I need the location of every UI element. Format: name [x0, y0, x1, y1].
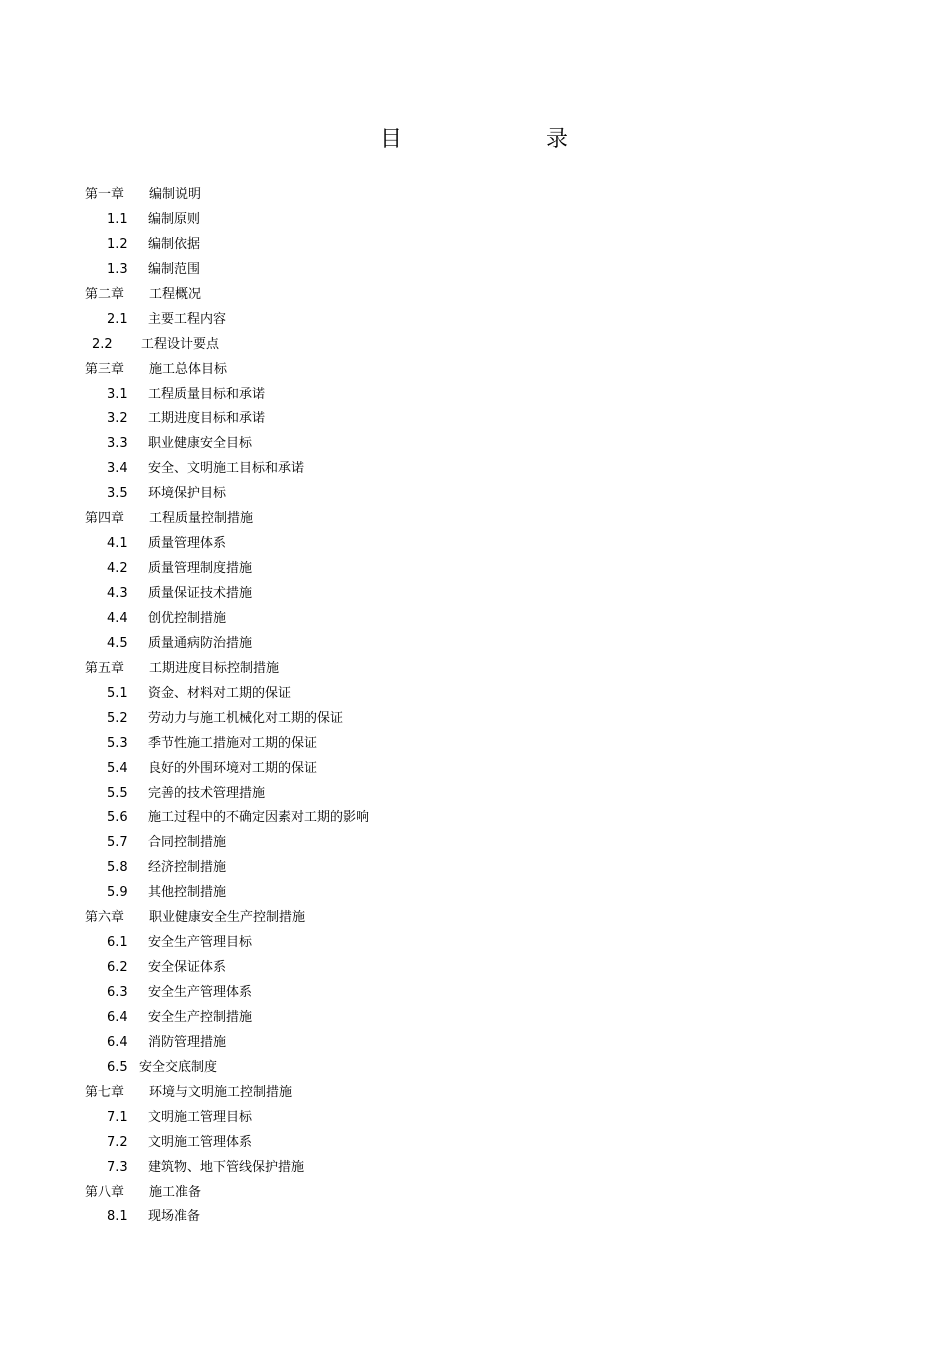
toc-entry-label: 合同控制措施	[148, 835, 227, 851]
toc-entry-number: 5.5	[107, 785, 128, 801]
toc-entry-number: 2.2	[92, 336, 113, 352]
toc-section-row	[0, 557, 950, 582]
toc-entry-label: 消防管理措施	[148, 1034, 227, 1050]
toc-entry-label: 工程概况	[149, 286, 202, 302]
toc-entry-label: 环境与文明施工控制措施	[149, 1084, 293, 1100]
toc-entry-number: 4.1	[107, 536, 128, 552]
toc-chapter-row	[0, 183, 950, 208]
toc-entry-label: 职业健康安全目标	[148, 436, 253, 452]
toc-entry-label: 安全生产控制措施	[148, 1009, 253, 1025]
toc-entry-number: 5.7	[107, 835, 128, 851]
toc-section-row	[0, 707, 950, 732]
page-title	[0, 124, 950, 156]
toc-section-row	[0, 582, 950, 607]
toc-section-row	[0, 333, 950, 358]
toc-entry-number: 5.2	[107, 710, 128, 726]
toc-entry-label: 文明施工管理目标	[148, 1109, 253, 1125]
toc-entry-number: 第四章	[85, 511, 125, 527]
toc-entry-label: 文明施工管理体系	[148, 1134, 253, 1150]
toc-entry-label: 其他控制措施	[148, 885, 227, 901]
toc-section-row	[0, 407, 950, 432]
title-char-2: 录	[546, 127, 569, 152]
toc-section-row	[0, 233, 950, 258]
toc-entry-number: 2.1	[107, 311, 128, 327]
toc-section-row	[0, 383, 950, 408]
toc-entry-number: 3.5	[107, 486, 128, 502]
toc-entry-number: 4.3	[107, 586, 128, 601]
toc-section-row	[0, 1006, 950, 1031]
toc-entry-number: 7.2	[107, 1134, 128, 1150]
toc-entry-number: 6.2	[107, 960, 128, 976]
toc-entry-number: 5.9	[107, 885, 128, 901]
toc-entry-number: 3.3	[107, 436, 128, 452]
toc-entry-label: 现场准备	[148, 1209, 201, 1225]
toc-entry-number: 1.3	[107, 261, 128, 277]
toc-entry-label: 工程质量控制措施	[149, 511, 254, 527]
toc-entry-label: 主要工程内容	[148, 311, 227, 327]
toc-section-row	[0, 1106, 950, 1131]
toc-section-row	[0, 881, 950, 906]
toc-chapter-row	[0, 657, 950, 682]
toc-section-row	[0, 682, 950, 707]
toc-entry-label: 良好的外围环境对工期的保证	[148, 760, 318, 776]
toc-section-row	[0, 757, 950, 782]
toc-entry-number: 7.3	[107, 1159, 128, 1175]
toc-entry-label: 质量通病防治措施	[148, 635, 253, 651]
toc-entry-label: 施工过程中的不确定因素对工期的影响	[148, 810, 370, 826]
toc-entry-label: 创优控制措施	[148, 610, 227, 626]
toc-entry-label: 安全生产管理体系	[148, 985, 253, 1000]
toc-entry-label: 编制说明	[149, 187, 202, 202]
toc-chapter-row	[0, 358, 950, 383]
toc-entry-label: 劳动力与施工机械化对工期的保证	[148, 710, 344, 726]
toc-section-row	[0, 1205, 950, 1230]
toc-entry-number: 3.1	[107, 386, 128, 402]
toc-entry-number: 1.2	[107, 236, 128, 252]
toc-entry-label: 施工准备	[149, 1184, 202, 1200]
toc-section-row	[0, 1131, 950, 1156]
toc-section-row	[0, 607, 950, 632]
toc-section-row	[0, 931, 950, 956]
toc-entry-label: 环境保护目标	[148, 486, 227, 502]
toc-entry-label: 季节性施工措施对工期的保证	[148, 735, 318, 751]
toc-entry-label: 经济控制措施	[148, 860, 227, 876]
toc-entry-number: 5.8	[107, 860, 128, 876]
toc-section-row	[0, 632, 950, 657]
toc-entry-number: 6.1	[107, 935, 128, 951]
toc-entry-label: 工期进度目标控制措施	[149, 660, 280, 676]
toc-entry-label: 安全保证体系	[148, 960, 227, 976]
toc-chapter-row	[0, 507, 950, 532]
toc-entry-label: 安全交底制度	[139, 1059, 218, 1075]
toc-entry-number: 3.4	[107, 461, 128, 477]
toc-section-row	[0, 856, 950, 881]
title-char-1: 目	[380, 127, 403, 152]
toc-chapter-row	[0, 1081, 950, 1106]
toc-entry-label: 质量保证技术措施	[148, 586, 253, 601]
toc-entry-number: 6.4	[107, 1034, 128, 1050]
toc-entry-number: 4.4	[107, 610, 128, 626]
toc-entry-label: 安全、文明施工目标和承诺	[148, 461, 305, 477]
toc-entry-label: 完善的技术管理措施	[148, 785, 266, 801]
toc-entry-number: 第五章	[85, 660, 125, 676]
toc-entry-number: 5.6	[107, 810, 128, 826]
toc-section-row	[0, 806, 950, 831]
toc-entry-label: 工程质量目标和承诺	[148, 386, 266, 402]
toc-section-row	[0, 981, 950, 1006]
toc-section-row	[0, 732, 950, 757]
toc-section-row	[0, 532, 950, 557]
toc-entry-number: 第二章	[85, 286, 125, 302]
toc-entry-number: 8.1	[107, 1209, 128, 1225]
toc-entry-label: 施工总体目标	[149, 361, 228, 377]
toc-entry-number: 6.3	[107, 985, 128, 1000]
toc-entry-label: 工程设计要点	[141, 336, 220, 352]
toc-section-row	[0, 258, 950, 283]
toc-entry-number: 6.4	[107, 1009, 128, 1025]
toc-section-row	[0, 782, 950, 807]
toc-entry-number: 7.1	[107, 1109, 128, 1125]
toc-entry-number: 5.4	[107, 760, 128, 776]
toc-entry-label: 质量管理体系	[148, 536, 227, 552]
toc-chapter-row	[0, 283, 950, 308]
toc-entry-number: 4.2	[107, 561, 128, 577]
toc-entry-number: 第八章	[85, 1184, 125, 1200]
toc-entry-label: 工期进度目标和承诺	[148, 411, 266, 427]
toc-section-row	[0, 1156, 950, 1181]
toc-section-row	[0, 432, 950, 457]
toc-section-row	[0, 831, 950, 856]
toc-entry-number: 第七章	[85, 1084, 125, 1100]
toc-entry-number: 5.1	[107, 685, 128, 701]
toc-entry-label: 安全生产管理目标	[148, 935, 253, 951]
toc-entry-label: 建筑物、地下管线保护措施	[148, 1159, 305, 1175]
toc-entry-number: 5.3	[107, 735, 128, 751]
toc-entry-number: 1.1	[107, 211, 128, 227]
toc-entry-label: 编制范围	[148, 261, 201, 277]
toc-entry-number: 4.5	[107, 635, 128, 651]
toc-section-row	[0, 482, 950, 507]
toc-chapter-row	[0, 906, 950, 931]
toc-section-row	[0, 1056, 950, 1081]
toc-section-row	[0, 1031, 950, 1056]
toc-entry-label: 编制依据	[148, 236, 201, 252]
toc-entry-number: 3.2	[107, 411, 128, 427]
toc-section-row	[0, 308, 950, 333]
toc-entry-label: 质量管理制度措施	[148, 561, 253, 577]
toc-entry-label: 编制原则	[148, 211, 201, 227]
table-of-contents	[0, 183, 950, 1230]
toc-section-row	[0, 956, 950, 981]
toc-entry-number: 6.5	[107, 1059, 128, 1075]
toc-section-row	[0, 208, 950, 233]
toc-entry-label: 资金、材料对工期的保证	[148, 685, 292, 701]
toc-entry-label: 职业健康安全生产控制措施	[149, 910, 306, 926]
toc-entry-number: 第三章	[85, 361, 125, 377]
toc-chapter-row	[0, 1181, 950, 1206]
toc-section-row	[0, 457, 950, 482]
toc-entry-number: 第一章	[85, 187, 125, 202]
toc-entry-number: 第六章	[85, 910, 125, 926]
